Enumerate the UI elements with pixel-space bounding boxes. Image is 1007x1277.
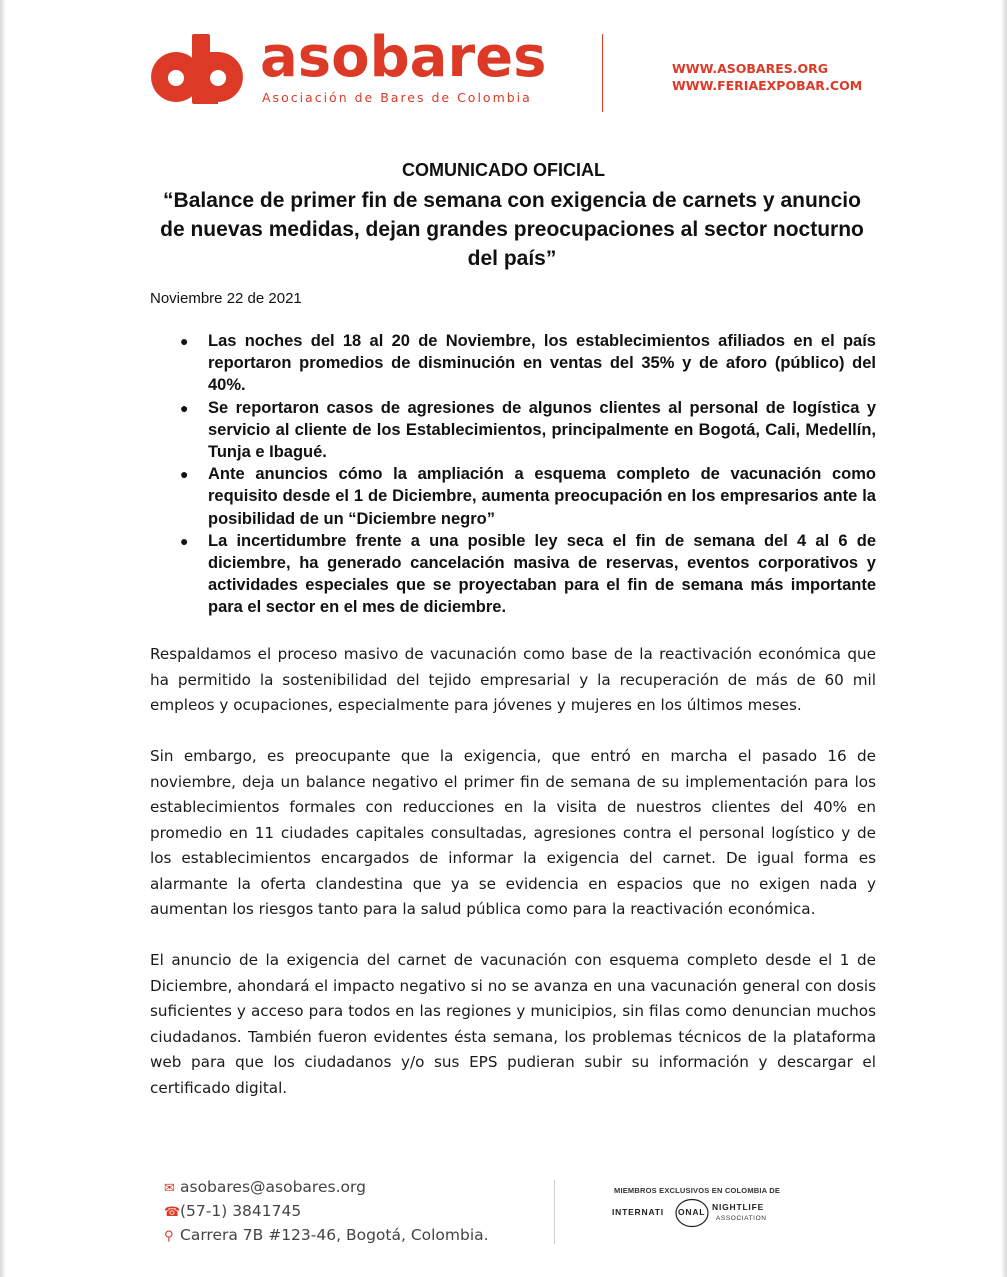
phone-icon: ☎ xyxy=(164,1205,181,1220)
document-date: Noviembre 22 de 2021 xyxy=(150,290,302,307)
list-item-text: La incertidumbre frente a una posible ley seca el fin de semana del 4 al 6 de diciembre, ha generado cancelación masiva de reservas, eventos corporativos y actividades especiales que se proyectaban para el fin de semana más importante para el sector en el mes de diciembre. xyxy=(208,531,876,617)
page-edge-left xyxy=(0,0,6,1277)
list-item xyxy=(176,330,876,397)
asobares-logo-mark xyxy=(142,32,252,107)
bullet-icon: ● xyxy=(180,399,189,416)
contact-phone-row xyxy=(164,1200,489,1224)
contact-address: Carrera 7B #123-46, Bogotá, Colombia. xyxy=(180,1226,489,1244)
website-links xyxy=(672,60,862,94)
page-edge-right xyxy=(1001,0,1007,1277)
list-item xyxy=(176,530,876,619)
international-nightlife-association-logo xyxy=(612,1198,782,1228)
list-item-text: Se reportaron casos de agresiones de algunos clientes al personal de logística y servicio al cliente de los Establecimientos, principalmente en Bogotá, Cali, Medellín, Tunja e Ibagué. xyxy=(208,398,876,462)
contact-email-row xyxy=(164,1176,489,1200)
document-type: COMUNICADO OFICIAL xyxy=(402,160,605,180)
ina-subtitle: ASSOCIATION xyxy=(716,1215,767,1222)
website-link-asobares[interactable]: WWW.ASOBARES.ORG xyxy=(672,61,829,76)
contact-phone[interactable]: (57-1) 3841745 xyxy=(180,1202,302,1220)
list-item xyxy=(176,397,876,464)
list-item-text: Ante anuncios cómo la ampliación a esquema completo de vacunación como requisito desde el 1 de Diciembre, aumenta preocupación en los empresarios ante la posibilidad de un “Diciembre negro” xyxy=(208,465,876,528)
envelope-icon: ✉ xyxy=(164,1181,175,1196)
header-divider xyxy=(602,34,603,112)
contact-info xyxy=(164,1176,489,1248)
contact-address-row xyxy=(164,1224,489,1248)
list-item xyxy=(176,463,876,530)
members-caption: MIEMBROS EXCLUSIVOS EN COLOMBIA DE xyxy=(614,1186,781,1195)
body-paragraph-2: Sin embargo, es preocupante que la exigencia, que entró en marcha el pasado 16 de noviembre, deja un balance negativo el primer fin de semana de su implementación para los establecimientos formales con reducciones en la visita de nuestros clientes del 40% en promedio en 11 ciudades capitales consultadas, agresiones contra el personal logístico y de los establecimientos encargados de informar la exigencia del carnet. De igual forma es alarmante la oferta clandestina que ya se evidencia en espacios que no exigen nada y aumentan los riesgos tanto para la salud pública como para la reactivación económica. xyxy=(150,747,876,918)
ina-word-circle: ONAL xyxy=(678,1207,706,1217)
body-paragraph-1: Respaldamos el proceso masivo de vacunación como base de la reactivación económica que ha permitido la sostenibilidad del tejido empresarial y la recuperación de más de 60 mil empleos y ocupaciones, especialmente para jóvenes y mujeres en los últimos meses. xyxy=(150,645,876,714)
brand-name: asobares xyxy=(260,25,547,90)
website-link-feriaexpobar[interactable]: WWW.FERIAEXPOBAR.COM xyxy=(672,78,863,93)
list-item-text: Las noches del 18 al 20 de Noviembre, los establecimientos afiliados en el país reportaron promedios de disminución en ventas del 35% y de aforo (público) del 40%. xyxy=(208,332,876,395)
bullet-icon: ● xyxy=(180,466,189,483)
highlights-list xyxy=(176,330,876,619)
contact-email[interactable]: asobares@asobares.org xyxy=(180,1178,366,1196)
ina-word-right: NIGHTLIFE xyxy=(712,1202,765,1212)
bullet-icon: ● xyxy=(180,333,189,349)
headline: “Balance de primer fin de semana con exigencia de carnets y anuncio de nuevas medidas, dejan grandes preocupaciones al sector nocturno del país” xyxy=(160,189,864,270)
bullet-icon: ● xyxy=(180,532,189,549)
body-paragraph-3: El anuncio de la exigencia del carnet de vacunación con esquema completo desde el 1 de Diciembre, ahondará el impacto negativo si no se avanza en una vacunación general con dosis suficientes y acceso para todos en las regiones y municipios, sin filas como denuncian muchos ciudadanos. También fueron evidentes ésta semana, los problemas técnicos de la plataforma web para que los ciudadanos y/o sus EPS pudieran subir su información y descargar el certificado digital. xyxy=(150,951,876,1097)
location-pin-icon: ⚲ xyxy=(164,1229,174,1244)
footer-divider xyxy=(554,1180,555,1244)
ina-word-left: INTERNATI xyxy=(612,1207,664,1217)
brand-subtitle: Asociación de Bares de Colombia xyxy=(262,90,532,105)
